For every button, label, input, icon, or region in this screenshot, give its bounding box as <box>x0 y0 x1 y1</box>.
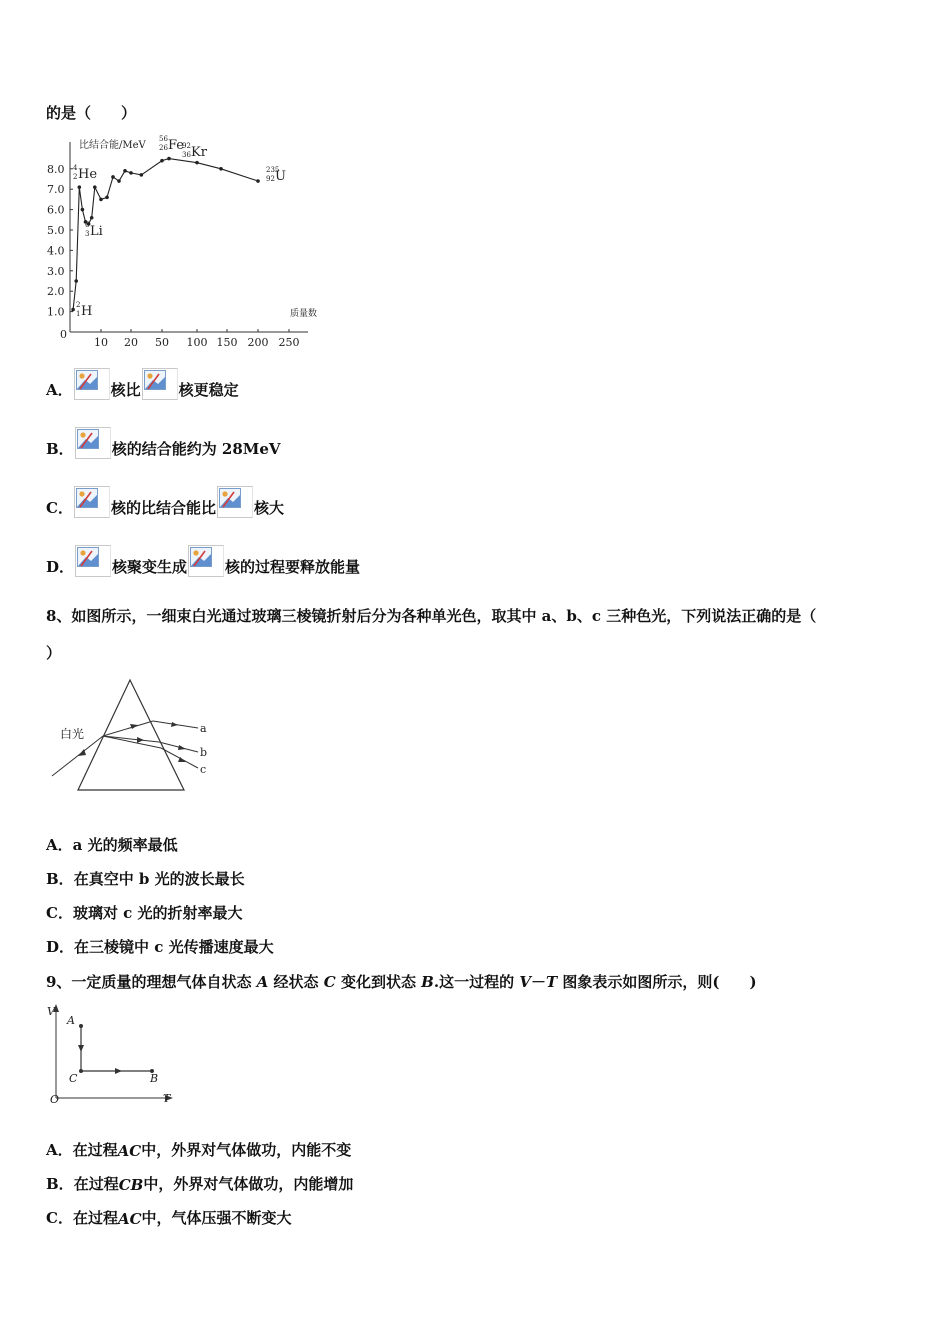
x-tick-label: 250 <box>278 336 300 349</box>
data-point <box>111 175 115 179</box>
option-text: 核的结合能约为 28MeV <box>111 440 281 458</box>
option-letter: B． <box>46 1175 74 1193</box>
option-text: 中，外界对气体做功，内能增加 <box>143 1175 354 1193</box>
data-point <box>78 185 82 189</box>
broken-image-icon <box>217 486 253 518</box>
data-point <box>256 179 260 183</box>
stem-text: 经状态 <box>268 973 324 991</box>
point-c-label: C <box>69 1072 78 1085</box>
q9-stem <box>46 971 757 992</box>
stem-text: .这一过程的 <box>433 973 520 991</box>
svg-text:92: 92 <box>266 175 275 183</box>
svg-text:He: He <box>78 167 98 182</box>
axis-v-label: V <box>47 1005 55 1018</box>
incident-ray <box>52 736 103 776</box>
q8-stem-line2: ） <box>46 644 62 662</box>
option-letter: D． <box>46 938 75 956</box>
option-letter: A． <box>46 836 73 854</box>
option-letter: B． <box>46 440 74 458</box>
vt-diagram <box>44 1002 184 1106</box>
y-axis-label: 比结合能/MeV <box>79 140 146 151</box>
svg-text:Li: Li <box>90 224 103 239</box>
option-text: 核聚变生成 <box>112 558 188 576</box>
stem-text: 变化到状态 <box>335 973 422 991</box>
svg-text:H: H <box>81 304 93 319</box>
svg-text:56: 56 <box>159 135 168 143</box>
ray-b-inside <box>103 736 159 742</box>
axis-t-label: T <box>163 1092 171 1105</box>
process-name: AC <box>117 1210 142 1228</box>
option-letter: B． <box>46 870 74 888</box>
data-point <box>74 279 78 283</box>
y-tick-label: 2.0 <box>47 285 65 299</box>
x-tick-label: 200 <box>247 336 269 349</box>
data-point <box>140 173 144 177</box>
option-text: 在过程 <box>73 1175 119 1193</box>
process-name: CB <box>118 1176 144 1194</box>
data-point <box>117 179 121 183</box>
minus-sign: － <box>530 973 546 991</box>
broken-image-icon <box>75 427 111 459</box>
svg-text:6: 6 <box>85 221 90 229</box>
nuclide-label-fe <box>159 135 184 153</box>
white-light-label: 白光 <box>60 727 85 741</box>
option-text: 在三棱镜中 c 光传播速度最大 <box>74 938 274 956</box>
ray-c-inside <box>103 736 161 748</box>
q9-option-b[interactable] <box>46 1173 353 1194</box>
state-a: A <box>256 973 269 991</box>
y-tick-label: 6.0 <box>47 203 65 217</box>
broken-image-icon <box>74 486 110 518</box>
q7-option-b[interactable] <box>46 427 281 459</box>
stem-text: 9、一定质量的理想气体自状态 <box>46 973 257 991</box>
y-tick-label: 1.0 <box>47 305 65 319</box>
data-point <box>123 169 127 173</box>
data-point <box>160 159 164 163</box>
point-a-label: A <box>67 1014 75 1027</box>
y-tick-label: 8.0 <box>47 162 65 176</box>
arrowhead-icon <box>137 737 144 743</box>
q7-option-d[interactable] <box>46 545 360 577</box>
data-point <box>129 171 133 175</box>
data-point <box>219 167 223 171</box>
option-letter: C． <box>46 904 73 922</box>
q8-stem-line1: 8、如图所示，一细束白光通过玻璃三棱镜折射后分为各种单光色，取其中 a、b、c 三种色光，下列说法正确的是（ <box>46 607 817 625</box>
svg-text:4: 4 <box>73 164 78 172</box>
data-point <box>167 157 171 161</box>
broken-image-icon <box>142 368 178 400</box>
nuclide-label-he <box>73 164 97 182</box>
q8-option-d[interactable] <box>46 936 274 957</box>
q7-stem-tail: 的是（ ） <box>46 104 137 122</box>
option-letter: C． <box>46 1209 73 1227</box>
q7-option-c[interactable] <box>46 486 284 518</box>
state-c: C <box>323 973 336 991</box>
option-letter: D． <box>46 558 75 576</box>
ray-c-label: c <box>200 763 207 776</box>
arrowhead-icon <box>115 1068 122 1074</box>
data-point <box>105 196 109 200</box>
svg-text:92: 92 <box>182 142 191 150</box>
data-point <box>99 198 103 202</box>
q8-option-b[interactable] <box>46 868 245 889</box>
ray-a-label: a <box>200 722 207 735</box>
svg-text:Fe: Fe <box>168 138 185 153</box>
y-tick-label: 7.0 <box>47 183 65 197</box>
option-letter: A． <box>46 381 73 399</box>
prism-triangle <box>78 680 184 790</box>
broken-image-icon <box>188 545 224 577</box>
svg-text:1: 1 <box>76 310 81 318</box>
option-text: 核更稳定 <box>178 381 239 399</box>
option-text: 玻璃对 c 光的折射率最大 <box>72 904 243 922</box>
var-v: V <box>519 973 531 991</box>
data-point <box>93 185 97 189</box>
x-tick-label: 10 <box>94 336 108 349</box>
x-axis-label: 质量数 <box>290 309 318 319</box>
svg-text:26: 26 <box>159 144 168 152</box>
option-text: 核比 <box>110 381 141 399</box>
option-text: 中，外界对气体做功，内能不变 <box>141 1141 352 1159</box>
option-text: a 光的频率最低 <box>72 836 178 854</box>
x-tick-label: 150 <box>216 336 238 349</box>
x-tick-label: 50 <box>155 336 169 349</box>
y-tick-label: 5.0 <box>47 224 65 237</box>
process-name: AC <box>117 1142 142 1160</box>
broken-image-icon <box>75 545 111 577</box>
q7-option-a[interactable] <box>46 368 239 400</box>
prism-diagram <box>48 676 218 796</box>
binding-energy-chart <box>40 132 330 354</box>
point-b-label: B <box>150 1072 159 1085</box>
y-tick-label: 3.0 <box>47 264 65 278</box>
data-point <box>71 308 75 312</box>
svg-text:2: 2 <box>73 173 78 181</box>
option-text: 在过程 <box>72 1209 118 1227</box>
option-text: 核大 <box>253 499 284 517</box>
y-tick-label: 4.0 <box>47 244 65 258</box>
var-t: T <box>545 973 558 991</box>
option-text: 在过程 <box>72 1141 118 1159</box>
arrowhead-icon <box>178 745 186 750</box>
data-point <box>90 216 94 220</box>
nuclide-label-li <box>85 221 103 239</box>
nuclide-label-u <box>266 166 286 184</box>
option-text: 在真空中 b 光的波长最长 <box>73 870 245 888</box>
option-letter: A． <box>46 1141 73 1159</box>
svg-text:3: 3 <box>85 230 90 238</box>
arrowhead-icon <box>130 724 138 729</box>
q8-option-c[interactable] <box>46 902 243 923</box>
ray-b-label: b <box>200 746 208 759</box>
svg-text:2: 2 <box>76 301 81 309</box>
arrowhead-icon <box>78 1045 84 1052</box>
svg-text:235: 235 <box>266 166 280 174</box>
point-a <box>79 1024 83 1028</box>
data-point <box>81 208 85 212</box>
nuclide-label-h <box>76 301 92 319</box>
nuclide-label-kr <box>182 142 208 160</box>
svg-text:U: U <box>275 169 286 184</box>
option-letter: C． <box>46 499 73 517</box>
option-text: 核的过程要释放能量 <box>225 558 361 576</box>
option-text: 核的比结合能比 <box>110 499 216 517</box>
option-text: 中，气体压强不断变大 <box>141 1209 292 1227</box>
x-tick-label: 100 <box>186 336 208 349</box>
x-tick-label: 20 <box>124 336 138 349</box>
y-tick-label: 0 <box>60 328 67 341</box>
broken-image-icon <box>74 368 110 400</box>
ray-a-inside <box>103 721 153 736</box>
q9-option-a[interactable] <box>46 1139 351 1160</box>
q9-option-c[interactable] <box>46 1207 292 1228</box>
point-c <box>79 1069 83 1073</box>
data-point <box>195 161 199 165</box>
state-b: B <box>421 973 434 991</box>
origin-label: O <box>50 1093 60 1106</box>
stem-text: 图象表示如图所示，则( ) <box>557 973 757 991</box>
q8-option-a[interactable] <box>46 834 178 855</box>
arrowhead-icon <box>171 722 178 727</box>
svg-text:36: 36 <box>182 151 191 159</box>
svg-text:Kr: Kr <box>191 145 207 160</box>
